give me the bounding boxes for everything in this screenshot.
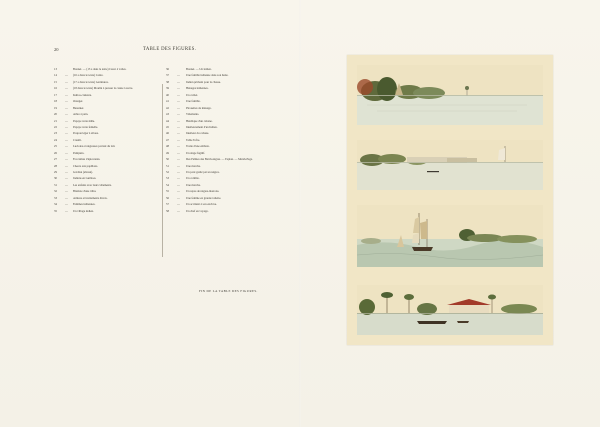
figure-caption: Bonnet. — (13 a dans le texte) Canot à voiles. bbox=[73, 67, 127, 71]
figure-number: 44 bbox=[166, 118, 169, 123]
figure-caption: Un chef en voyage. bbox=[186, 208, 209, 213]
figure-dash: — bbox=[177, 118, 180, 123]
figure-dash: — bbox=[65, 163, 68, 168]
end-note: FIN DE LA TABLE DES FIGURES. bbox=[199, 289, 258, 293]
figure-dash: — bbox=[177, 137, 180, 142]
figure-caption: Intérieurement d'un Indien. bbox=[186, 124, 218, 129]
figure-number: 43 bbox=[166, 112, 169, 117]
figure-dash: — bbox=[65, 73, 68, 78]
figure-number: 25 bbox=[54, 144, 57, 149]
figure-caption: (18 dans le texte) Moulin à presser la canne à sucre. bbox=[73, 86, 133, 91]
figure-number: 54 bbox=[166, 182, 169, 187]
figure-number: 47 bbox=[166, 137, 169, 142]
plate-inner bbox=[357, 65, 543, 335]
figure-dash: — bbox=[65, 86, 68, 91]
figure-dash: — bbox=[65, 118, 68, 123]
figure-dash: — bbox=[177, 163, 180, 168]
figure-caption: Une marche. bbox=[186, 182, 201, 187]
page-number: 20 bbox=[54, 47, 59, 52]
figure-dash: — bbox=[65, 182, 68, 187]
figure-caption: Hénages indiennes. bbox=[186, 86, 209, 91]
figure-number: 30 bbox=[54, 176, 57, 181]
figure-number: 23 bbox=[54, 131, 57, 136]
figure-number: 24 bbox=[54, 137, 57, 142]
figure-number: 48 bbox=[166, 144, 169, 149]
figure-caption: Fou ximas d'épicerants. bbox=[73, 157, 101, 162]
figure-number: 17 bbox=[54, 92, 57, 97]
figure-number: 16 bbox=[54, 86, 57, 91]
figure-caption: Crusili. bbox=[73, 137, 82, 142]
figure-number: 29 bbox=[54, 170, 57, 174]
figure-number: 27 bbox=[54, 157, 57, 162]
figure-number: 42 bbox=[166, 105, 169, 110]
figure-caption: Un pont gardé par un nègres. bbox=[186, 170, 220, 174]
figure-number: 21 bbox=[54, 118, 57, 123]
figure-caption: Traite d'une embrèe. bbox=[186, 144, 210, 149]
figure-dash: — bbox=[65, 124, 68, 129]
figure-caption: Armure et instruments divers. bbox=[73, 195, 108, 200]
figure-dash: — bbox=[177, 124, 180, 129]
figure-caption: Bananier. bbox=[73, 105, 84, 110]
figure-number: 50 bbox=[166, 157, 169, 162]
figure-dash: — bbox=[177, 73, 180, 78]
figure-dash: — bbox=[65, 202, 68, 207]
figure-dash: — bbox=[177, 99, 180, 104]
figure-dash: — bbox=[177, 208, 180, 213]
figure-caption: Papaye verte mâle. bbox=[73, 118, 95, 123]
figure-number: 18 bbox=[54, 99, 57, 104]
figure-number: 15 bbox=[54, 79, 57, 84]
figure-caption: (16 a dans le texte) Cadre. bbox=[73, 73, 104, 78]
figure-caption: Un carbet. bbox=[186, 92, 199, 97]
figure-caption: Pamplets. bbox=[73, 150, 85, 155]
figure-number: 41 bbox=[166, 99, 169, 104]
figure-number: 14 bbox=[54, 73, 57, 78]
figure-number: 35 bbox=[54, 208, 57, 213]
figure-caption: Vêtements. bbox=[186, 112, 200, 117]
figure-dash: — bbox=[65, 150, 68, 155]
column-divider bbox=[162, 84, 163, 257]
figure-number: 28 bbox=[54, 163, 57, 168]
figure-caption: Gavilan (abrasé). bbox=[73, 170, 93, 174]
figure-dash: — bbox=[65, 176, 68, 181]
figure-dash: — bbox=[177, 92, 180, 97]
figure-number: 36 bbox=[166, 67, 169, 71]
figure-caption: Cheers aux papillons. bbox=[73, 163, 98, 168]
figure-dash: — bbox=[65, 105, 68, 110]
figure-caption: Kulios-cruktara. bbox=[73, 92, 92, 97]
figure-number: 22 bbox=[54, 124, 57, 129]
figure-dash: — bbox=[65, 131, 68, 136]
figure-number: 37 bbox=[166, 73, 169, 78]
figure-number: 19 bbox=[54, 105, 57, 110]
figure-dash: — bbox=[65, 92, 68, 97]
figure-caption: Les enfants avec leurs vêtements. bbox=[73, 182, 112, 187]
figure-caption: Oranger. bbox=[73, 99, 84, 104]
figure-number: 55 bbox=[166, 189, 169, 194]
figure-caption: Papaye verte femelle. bbox=[73, 124, 98, 129]
figure-number: 46 bbox=[166, 131, 169, 136]
figure-caption: Intérieur du cabane. bbox=[186, 131, 210, 136]
figure-dash: — bbox=[65, 144, 68, 149]
figure-dash: — bbox=[177, 189, 180, 194]
figure-dash: — bbox=[177, 150, 180, 155]
figure-number: 32 bbox=[54, 189, 57, 194]
figure-caption: Des Palmes des Batch-nègres. — Esplan. — Marsh-Paga. bbox=[186, 157, 253, 162]
figure-dash: — bbox=[177, 195, 180, 200]
figure-number: 20 bbox=[54, 112, 57, 117]
figure-caption: Une famille indienne dans son hutte. bbox=[186, 73, 229, 78]
figure-dash: — bbox=[177, 79, 180, 84]
figure-number: 33 bbox=[54, 195, 57, 200]
figure-dash: — bbox=[65, 99, 68, 104]
text-page bbox=[54, 47, 284, 293]
figure-dash: — bbox=[65, 170, 68, 174]
figure-caption: (17 a dans le texte) Garnitures. bbox=[73, 79, 109, 84]
figure-number: 53 bbox=[166, 176, 169, 181]
figure-caption: Bonnet. — Un indien. bbox=[186, 67, 212, 71]
illustration-plate bbox=[347, 55, 553, 345]
figure-dash: — bbox=[65, 189, 68, 194]
figure-dash: — bbox=[65, 208, 68, 213]
coastal-view-1 bbox=[357, 65, 543, 125]
coastal-view-2 bbox=[357, 140, 543, 190]
figure-number: 57 bbox=[166, 202, 169, 207]
figure-number: 38 bbox=[166, 79, 169, 84]
figure-number: 26 bbox=[54, 150, 57, 155]
figure-caption: Indien pêchant pour la chasse. bbox=[186, 79, 221, 84]
figure-caption: Blaxiste d'une tribu. bbox=[73, 189, 97, 194]
figure-caption: Arbre à pain. bbox=[73, 112, 89, 117]
figure-dash: — bbox=[177, 86, 180, 91]
figure-caption: Une femme en grande toilette. bbox=[186, 195, 222, 200]
figure-number: 31 bbox=[54, 182, 57, 187]
figure-dash: — bbox=[65, 112, 68, 117]
figure-dash: — bbox=[65, 137, 68, 142]
figure-caption: Lucioles et négresses portant du lait. bbox=[73, 144, 116, 149]
figure-caption: Poupon léger à allous. bbox=[73, 131, 99, 136]
figure-dash: — bbox=[177, 182, 180, 187]
figure-dash: — bbox=[65, 79, 68, 84]
figure-number: 56 bbox=[166, 195, 169, 200]
figure-dash: — bbox=[177, 170, 180, 174]
figure-number: 52 bbox=[166, 170, 169, 174]
figure-caption: Un accident à son enclave. bbox=[186, 202, 217, 207]
figure-caption: Femmes indiennes. bbox=[73, 202, 96, 207]
figure-caption: Une marche. bbox=[186, 163, 201, 168]
figure-caption: Un singe fugitif. bbox=[186, 150, 206, 155]
figure-caption: Une famille. bbox=[186, 99, 201, 104]
figure-dash: — bbox=[177, 144, 180, 149]
figure-caption: Un comble. bbox=[186, 176, 200, 181]
figure-caption: Hérétique d'un cabane. bbox=[186, 118, 213, 123]
figure-dash: — bbox=[177, 112, 180, 117]
figure-index-column-1 bbox=[54, 66, 164, 214]
figure-entry bbox=[166, 208, 284, 214]
figure-number: 40 bbox=[166, 92, 169, 97]
figure-number: 45 bbox=[166, 124, 169, 129]
figure-dash: — bbox=[65, 157, 68, 162]
figure-caption: Un repas de nègres-marrons. bbox=[186, 189, 220, 194]
figure-dash: — bbox=[177, 105, 180, 110]
page-fold bbox=[299, 0, 301, 427]
figure-number: 58 bbox=[166, 208, 169, 213]
figure-dash: — bbox=[177, 176, 180, 181]
page-header bbox=[54, 47, 284, 57]
figure-number: 49 bbox=[166, 150, 169, 155]
figure-entry bbox=[54, 208, 164, 214]
figure-dash: — bbox=[177, 157, 180, 162]
figure-dash: — bbox=[177, 202, 180, 207]
figure-caption: Un village indien. bbox=[73, 208, 94, 213]
coastal-view-4 bbox=[357, 285, 543, 335]
page-title: TABLE DES FIGURES. bbox=[143, 47, 197, 52]
figure-caption: Table Tofre. bbox=[186, 137, 200, 142]
figure-number: 51 bbox=[166, 163, 169, 168]
figure-dash: — bbox=[177, 131, 180, 136]
figure-number: 39 bbox=[166, 86, 169, 91]
coastal-view-3 bbox=[357, 205, 543, 267]
figure-number: 34 bbox=[54, 202, 57, 207]
figure-index-column-2 bbox=[166, 66, 284, 214]
figure-dash: — bbox=[65, 195, 68, 200]
figure-caption: Indiens en Guilloes. bbox=[73, 176, 97, 181]
figure-caption: Pirouettes de ménage. bbox=[186, 105, 212, 110]
figure-number: 13 bbox=[54, 67, 57, 71]
